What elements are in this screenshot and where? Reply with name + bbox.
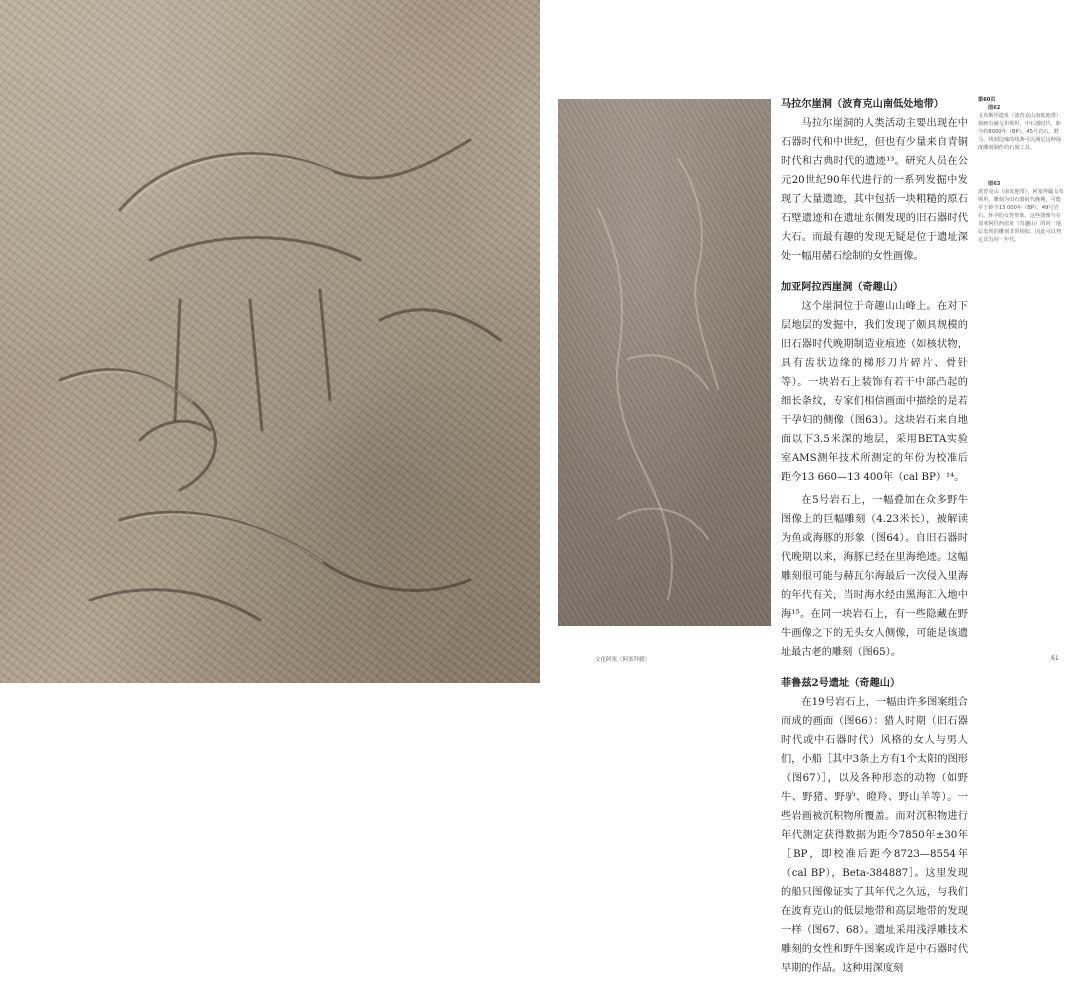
caption-block [978,96,1066,152]
caption-figure-number: 图63 [988,181,1001,187]
paragraph: 在5号岩石上，一幅叠加在众多野牛图像上的巨幅雕刻（4.23米长），被解读为鱼或海豚的形象（图64）。自旧石器时代晚期以来，海豚已经在里海绝迹。这幅雕刻很可能与赫瓦尔海最后一次侵入里海的年代有关，当时海水经由黑海汇入地中海¹⁵。在同一块岩石上，有一些隐藏在野牛画像之下的无头女人侧像，可能是该遗址最古老的雕刻（图65）。 [781,495,968,658]
caption-text: 波育克山（南处地带），阿塞拜疆戈布斯坦，雕刻为旧石器时代晚期，可能早于距今13 000年（BP）。49号岩石。怀孕的女性形象，这些图像与在加亚阿拉西崖址（奇趣山）的同一地层发现的雕刻非常相似，因此可以判定其有同一年代。 [978,189,1064,243]
caption-page-ref: 第60页 [978,97,996,103]
caption-text: 戈布斯坦遗址（波育克山南低地带）刻画有赫戈布斯坦，中石器时代，距今约8000年（BP）。45号岩石。野马，线刻边缘的线条可以满足这种深度雕刻制作的石刻工具。 [978,113,1062,151]
figure-captions [978,96,1066,272]
left-rock-photo [0,0,540,683]
section-heading: 加亚阿拉西崖洞（奇趣山） [781,281,904,293]
footer-book-title: 文化阿塞（阿塞拜疆） [595,657,651,663]
caption-figure-number: 图62 [988,105,1001,111]
section-heading: 马拉尔崖洞（波育克山南低处地带） [781,98,944,110]
rock-engraving-illustration [0,0,540,683]
article-body [781,95,968,982]
paragraph: 这个崖洞位于奇趣山山峰上。在对下层地层的发掘中，我们发现了颇具规模的旧石器时代晚期制造业痕迹（如核状物，具有齿状边缘的梯形刀片碎片、骨针等）。一块岩石上装饰有若干中部凸起的细长条纹，专家们相信画面中描绘的是若干孕妇的侧像（图63）。这块岩石来自地面以下3.5米深的地层，采用BETA实验室AMS测年技术所测定的年份为校准后距今13 660—13 400年（cal BP）¹⁴。 [781,301,968,483]
paragraph: 在19号岩石上，一幅由许多图案组合而成的画面（图66）：猎人时期（旧石器时代或中石器时代）风格的女人与男人们，小船［其中3条上方有1个太阳的图形（图67）］，以及各种形态的动物（如野牛、野猪、野驴、瞪羚、野山羊等）。一些岩画被沉积物所覆盖。而对沉积物进行年代测定获得数据为距今7850年±30年［BP，即校准后距今8723—8554年（cal BP），Beta-384887］。这里发现的船只图像证实了其年代之久远，与我们在波育克山的低层地带和高层地带的发现一样（图67、68）。遗址采用浅浮雕技术雕刻的女性和野牛图案或许是中石器时代早期的作品。这种用深度刻 [781,697,968,974]
caption-block [978,180,1066,244]
section-heading: 菲鲁兹2号遗址（奇趣山） [781,677,901,689]
right-rock-photo [558,99,771,626]
rock-figure-illustration [558,99,771,626]
paragraph: 马拉尔崖洞的人类活动主要出现在中石器时代和中世纪，但也有少量来自青铜时代和古典时代的遗迹¹³。研究人员在公元20世纪90年代进行的一系列发掘中发现了大量遗迹，其中包括一块粗糙的原石石壁遗迹和在遗址东侧发现的旧石器时代大石。而最有趣的发现无疑是位于遗址深处一幅用赭石绘制的女性画像。 [781,118,968,262]
page-number: 61 [1051,655,1059,662]
